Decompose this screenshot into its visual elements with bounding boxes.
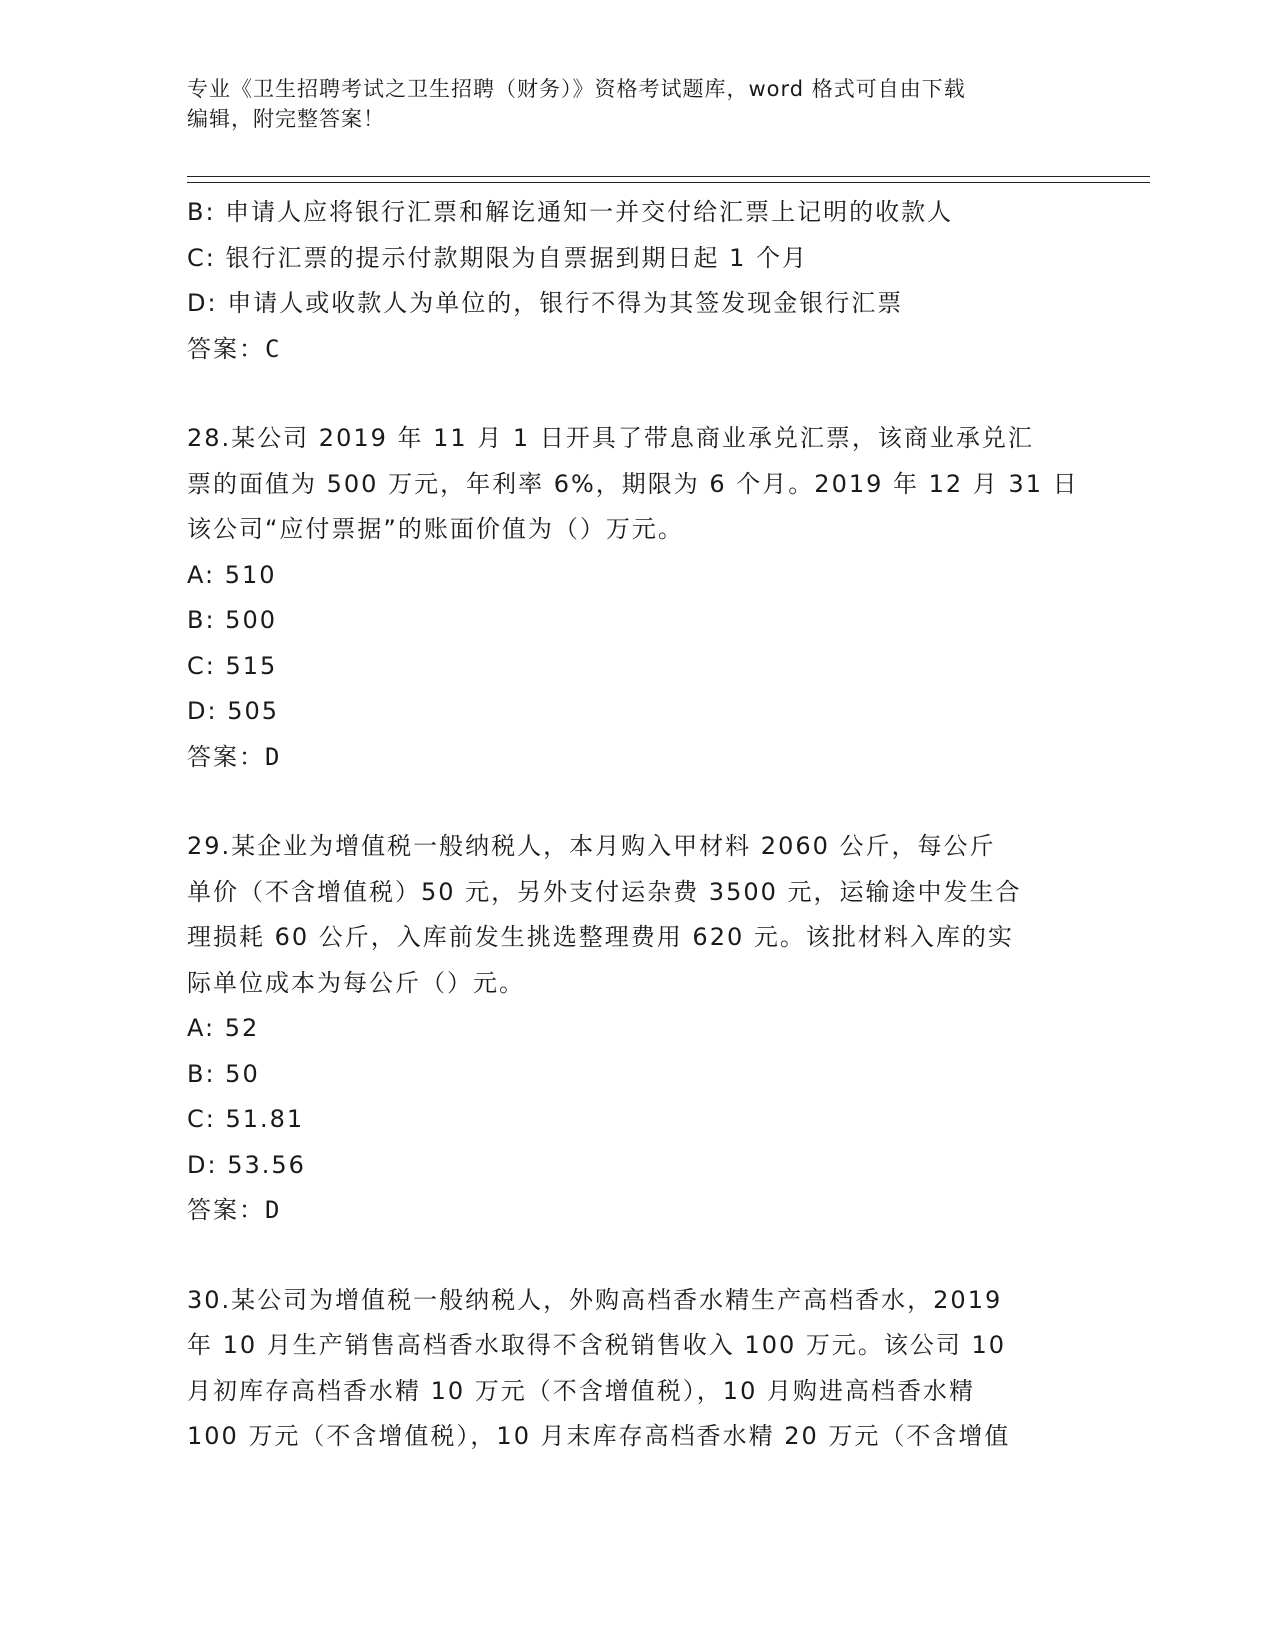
option-b: B: 50: [187, 1059, 260, 1088]
question-text-line: 际单位成本为每公斤（）元。: [187, 968, 525, 997]
header-line-2: 编辑，附完整答案！: [187, 107, 385, 131]
header-divider-bottom: [187, 182, 1150, 183]
answer: 答案：C: [187, 334, 282, 363]
question-text-line: 月初库存高档香水精 10 万元（不含增值税），10 月购进高档香水精: [187, 1376, 975, 1405]
option-c: C: 51.81: [187, 1105, 305, 1133]
question-27-tail: [187, 190, 1087, 372]
question-28: [187, 416, 1087, 780]
spacer: [187, 780, 1087, 824]
option-b: B: 500: [187, 606, 277, 634]
answer: 答案：D: [187, 1196, 282, 1224]
question-text-line: 29.某企业为增值税一般纳税人，本月购入甲材料 2060 公斤，每公斤: [187, 832, 996, 860]
question-29: [187, 824, 1087, 1234]
answer: 答案：D: [187, 742, 282, 771]
question-text-line: 100 万元（不含增值税），10 月末库存高档香水精 20 万元（不含增值: [187, 1422, 1011, 1450]
question-text-line: 该公司“应付票据”的账面价值为（）万元。: [187, 515, 684, 543]
option-c: C: 银行汇票的提示付款期限为自票据到期日起 1 个月: [187, 243, 808, 272]
option-c: C: 515: [187, 651, 278, 680]
header-divider-top: [187, 176, 1150, 177]
question-30: [187, 1278, 1087, 1460]
question-text-line: 单价（不含增值税）50 元，另外支付运杂费 3500 元，运输途中发生合: [187, 877, 1022, 906]
option-d: D: 505: [187, 697, 280, 725]
option-b: B: 申请人应将银行汇票和解讫通知一并交付给汇票上记明的收款人: [187, 198, 954, 226]
option-d: D: 53.56: [187, 1150, 306, 1179]
question-text-line: 28.某公司 2019 年 11 月 1 日开具了带息商业承兑汇票，该商业承兑汇: [187, 424, 1034, 452]
spacer: [187, 1234, 1087, 1278]
header-line-1: 专业《卫生招聘考试之卫生招聘（财务）》资格考试题库，word 格式可自由下载: [187, 77, 966, 101]
question-text-line: 年 10 月生产销售高档香水取得不含税销售收入 100 万元。该公司 10: [187, 1331, 1007, 1359]
option-a: A: 510: [187, 560, 277, 589]
option-d: D: 申请人或收款人为单位的，银行不得为其签发现金银行汇票: [187, 289, 904, 317]
document-header: [187, 74, 1087, 134]
spacer: [187, 372, 1087, 416]
question-text-line: 票的面值为 500 万元，年利率 6%，期限为 6 个月。2019 年 12 月 31 日: [187, 469, 1079, 498]
question-text-line: 30.某公司为增值税一般纳税人，外购高档香水精生产高档香水，2019: [187, 1285, 1003, 1314]
question-text-line: 理损耗 60 公斤，入库前发生挑选整理费用 620 元。该批材料入库的实: [187, 923, 1014, 951]
option-a: A: 52: [187, 1014, 260, 1042]
question-content: [187, 190, 1087, 1460]
